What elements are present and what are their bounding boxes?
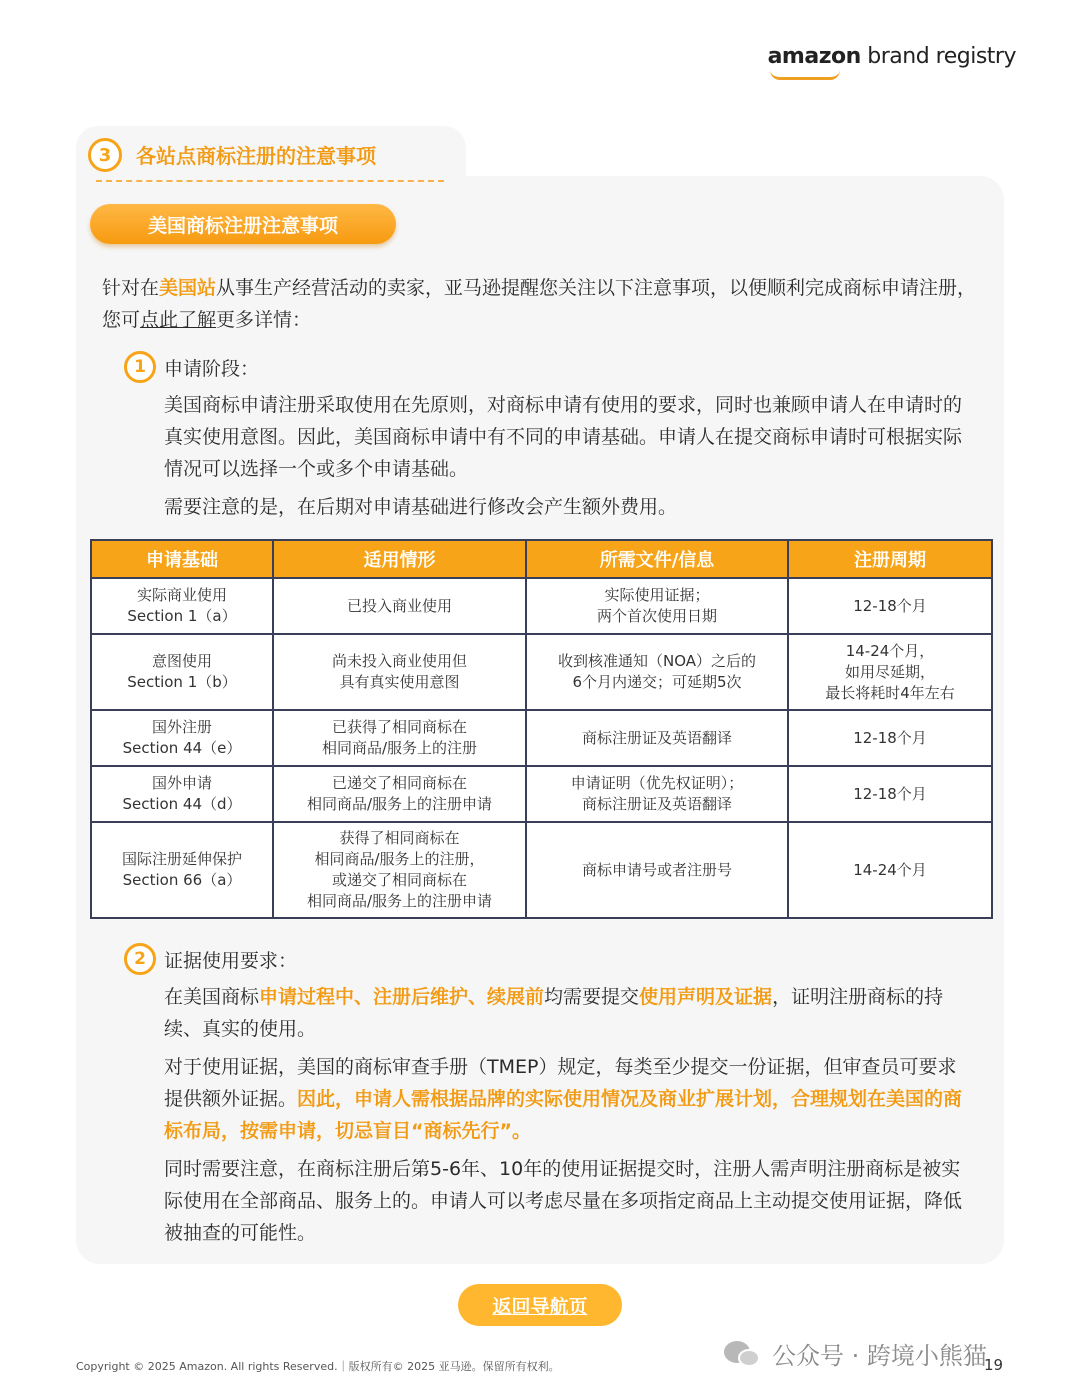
table-cell <box>273 634 526 710</box>
table-cell <box>91 766 273 822</box>
cell-line: 国际注册延伸保护 <box>121 850 242 868</box>
stage-1-paragraph-1: 美国商标申请注册采取使用在先原则，对商标申请有使用的要求，同时也兼顾申请人在申请时的真实使用意图。因此，美国商标申请中有不同的申请基础。申请人在提交商标申请时可根据实际情况可以选择一个或多个申请基础。 <box>164 394 963 480</box>
header-basis: 申请基础 <box>91 540 273 578</box>
cell-line: 6个月内递交；可延期5次 <box>572 673 742 691</box>
table-cell <box>91 634 273 710</box>
p2-highlight: 因此，申请人需根据品牌的实际使用情况及商业扩展计划，合理规划在美国的商标布局，按需申请，切忌盲目“商标先行”。 <box>164 1088 963 1142</box>
page-number: 19 <box>984 1356 1004 1374</box>
stage-1-title: 申请阶段： <box>164 358 260 380</box>
cell-line: 12-18个月 <box>853 784 927 803</box>
cell-line: 商标注册证及英语翻译 <box>581 795 732 813</box>
table-cell <box>788 710 992 766</box>
table-row <box>91 766 992 822</box>
cell-line: 已递交了相同商标在 <box>331 774 467 792</box>
table-cell <box>273 578 526 634</box>
cell-line: 收到核准通知（NOA）之后的 <box>557 652 757 670</box>
cell-line: 相同商品/服务上的注册， <box>314 850 485 868</box>
table-cell <box>526 578 788 634</box>
p2-pre: 对于使用证据，美国的商标审查手册（TMEP）规定，每类至少提交一份证据，但审查员可要求提供额外证据。 <box>164 1056 957 1110</box>
stage-1-paragraph-2: 需要注意的是，在后期对申请基础进行修改会产生额外费用。 <box>164 496 678 518</box>
amazon-smile-icon <box>770 70 840 80</box>
amazon-brand-registry-logo <box>768 44 1016 69</box>
cell-line: 实际使用证据； <box>604 586 710 604</box>
learn-more-link[interactable]: 点此了解 <box>140 309 217 331</box>
cell-line: 国外注册 <box>151 718 212 736</box>
table-cell <box>788 822 992 918</box>
p1-highlight-2: 使用声明及证据 <box>639 986 773 1008</box>
table-cell <box>788 578 992 634</box>
wechat-watermark <box>724 1336 987 1371</box>
cell-line: Section 1（a） <box>127 607 237 625</box>
cell-line: 相同商品/服务上的注册申请 <box>306 892 493 910</box>
table-row <box>91 710 992 766</box>
cell-line: 相同商品/服务上的注册 <box>321 739 478 757</box>
table-cell <box>526 822 788 918</box>
dashed-divider <box>96 180 444 182</box>
cell-line: 已投入商业使用 <box>346 596 452 615</box>
header-period: 注册周期 <box>788 540 992 578</box>
cell-line: 两个首次使用日期 <box>596 607 717 625</box>
intro-post: 更多详情： <box>216 309 312 331</box>
cell-line: Section 1（b） <box>127 673 237 691</box>
cell-line: Section 44（e） <box>122 739 242 757</box>
cell-line: 商标注册证及英语翻译 <box>581 728 732 747</box>
cell-line: 尚未投入商业使用但 <box>331 652 467 670</box>
cell-line: 意图使用 <box>151 652 212 670</box>
copyright-footer: Copyright © 2025 Amazon. All rights Reserved.｜版权所有© 2025 亚马逊。保留所有权利。 <box>76 1360 560 1373</box>
back-to-navigation-button[interactable]: 返回导航页 <box>458 1284 622 1326</box>
cell-line: 获得了相同商标在 <box>339 829 460 847</box>
cell-line: Section 44（d） <box>122 795 242 813</box>
cell-line: 12-18个月 <box>853 728 927 747</box>
table-row <box>91 578 992 634</box>
cell-line: 实际商业使用 <box>136 586 227 604</box>
stage-1-badge: 1 <box>124 351 156 383</box>
table-cell <box>91 578 273 634</box>
table-cell <box>91 822 273 918</box>
stage-2-paragraph-1 <box>164 981 964 1045</box>
stage-2-title: 证据使用要求： <box>164 950 298 972</box>
cell-line: 相同商品/服务上的注册申请 <box>306 795 493 813</box>
intro-paragraph <box>102 272 982 336</box>
table-cell <box>788 766 992 822</box>
cell-line: 商标申请号或者注册号 <box>581 860 732 879</box>
table-row <box>91 634 992 710</box>
cell-line: 申请证明（优先权证明）； <box>570 774 744 792</box>
cell-line: 已获得了相同商标在 <box>331 718 467 736</box>
table-row <box>91 822 992 918</box>
table-cell <box>273 710 526 766</box>
table-cell <box>788 634 992 710</box>
cell-line: Section 66（a） <box>122 871 242 889</box>
cell-line: 最长将耗时4年左右 <box>825 683 955 702</box>
header-situation: 适用情形 <box>273 540 526 578</box>
p1-mid: 均需要提交 <box>544 986 640 1008</box>
intro-highlight-us-site: 美国站 <box>159 277 217 299</box>
cell-line: 如用尽延期， <box>844 662 935 681</box>
table-cell <box>526 710 788 766</box>
table-cell <box>526 766 788 822</box>
section-title: 各站点商标注册的注意事项 <box>136 144 376 168</box>
cell-line: 14-24个月， <box>845 641 935 660</box>
logo-brand-registry: brand registry <box>860 44 1016 69</box>
stage-2-paragraph-2 <box>164 1051 964 1147</box>
p1-highlight-1: 申请过程中、注册后维护、续展前 <box>259 986 545 1008</box>
p1-post: ，证明注册商标的持续、真实的使用。 <box>164 986 944 1040</box>
table-cell <box>273 766 526 822</box>
stage-2-badge: 2 <box>124 943 156 975</box>
table-cell <box>273 822 526 918</box>
us-trademark-heading: 美国商标注册注意事项 <box>90 204 396 244</box>
table-cell <box>526 634 788 710</box>
stage-2-paragraph-3: 同时需要注意，在商标注册后第5-6年、10年的使用证据提交时，注册人需声明注册商标是被实际使用在全部商品、服务上的。申请人可以考虑尽量在多项指定商品上主动提交使用证据，降低被抽查的可能性。 <box>164 1158 963 1244</box>
application-basis-table <box>90 539 993 919</box>
watermark-text: 公众号 · 跨境小熊猫 <box>772 1342 987 1370</box>
cell-line: 12-18个月 <box>853 596 927 615</box>
table-header-row <box>91 540 992 578</box>
wechat-icon <box>724 1339 762 1369</box>
p1-pre: 在美国商标 <box>164 986 260 1008</box>
section-number-badge: 3 <box>88 138 122 172</box>
header-documents: 所需文件/信息 <box>526 540 788 578</box>
cell-line: 国外申请 <box>151 774 212 792</box>
cell-line: 或递交了相同商标在 <box>331 871 467 889</box>
table-cell <box>91 710 273 766</box>
cell-line: 14-24个月 <box>853 860 927 879</box>
logo-amazon: amazon <box>767 44 861 69</box>
intro-mid: 从事生产经营活动的卖家，亚马逊提醒您关注以下注意事项，以便顺利完成商标申请注册，您可 <box>102 277 977 331</box>
cell-line: 具有真实使用意图 <box>339 673 460 691</box>
intro-pre: 针对在 <box>102 277 160 299</box>
